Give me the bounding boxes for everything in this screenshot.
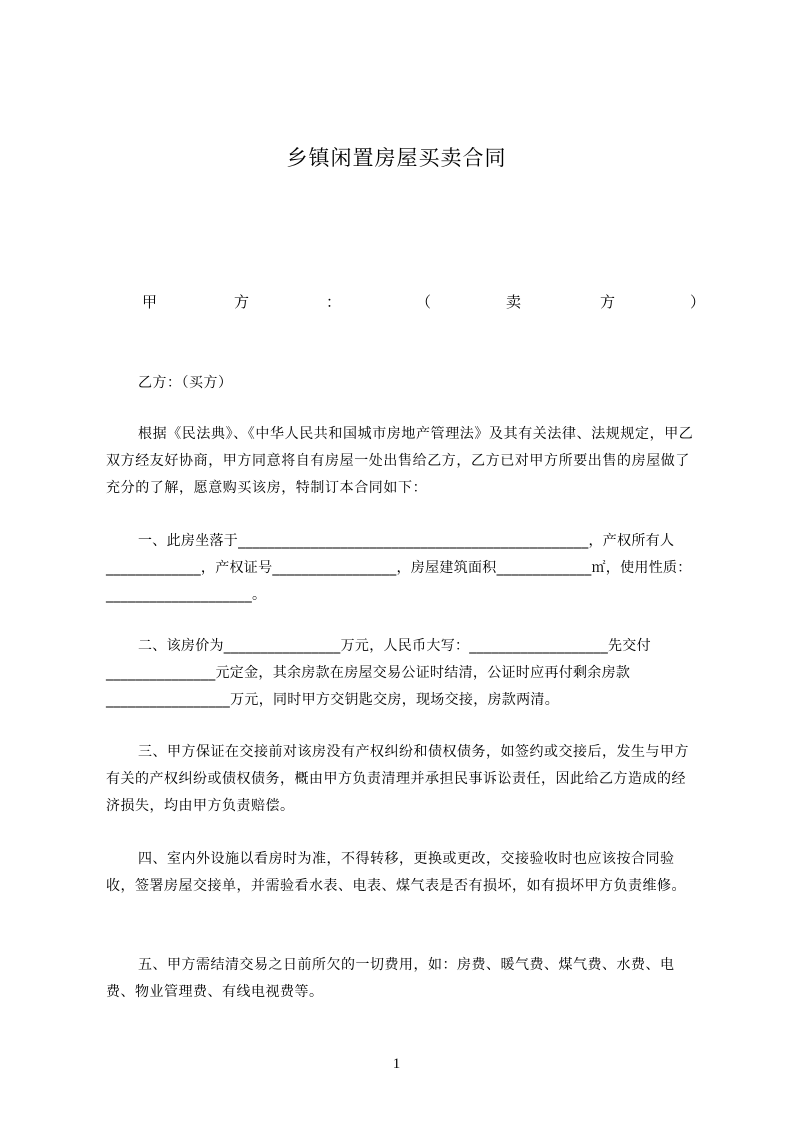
clause-2-paragraph: 二、该房价为________________万元，人民币大写：___________________先交付_______________元定金，其余房款在房屋交易公证时结清，公证时应再付剩余房款_________________万元，同时甲方交钥匙交房，现场交接，房款两清。: [106, 638, 651, 708]
party-a-char: ）: [690, 293, 706, 311]
intro-paragraph: 根据《民法典》、《中华人民共和国城市房地产管理法》及其有关法律、法规规定，甲乙双方经友好协商，甲方同意将自有房屋一处出售给乙方，乙方已对甲方所要出售的房屋做了充分的了解，愿意购买该房，特制订本合同如下：: [106, 426, 694, 496]
clause-3-paragraph: 三、甲方保证在交接前对该房没有产权纠纷和债权债务，如签约或交接后，发生与甲方有关的产权纠纷或债权债务，概由甲方负责清理并承担民事诉讼责任，因此给乙方造成的经济损失，均由甲方负责赔偿。: [106, 744, 689, 814]
party-a-char: 方: [600, 293, 616, 311]
party-a-line: [106, 291, 706, 313]
clause-4-paragraph: 四、室内外设施以看房时为准，不得转移，更换或更改，交接验收时也应该按合同验收，签署房屋交接单，并需验看水表、电表、煤气表是否有损坏，如有损坏甲方负责维修。: [106, 851, 686, 894]
party-a-char: 甲: [142, 293, 158, 311]
page-number: 1: [392, 1056, 401, 1072]
party-b-line: 乙方：（买方）: [138, 375, 233, 391]
clause-1-paragraph: 一、此房坐落于________________________________________________，产权所有人_____________，产权证号_________________，房屋建筑面积_____________㎡，使用性质：____________________。: [106, 533, 692, 603]
party-a-char: 方: [234, 293, 250, 311]
party-a-char: 卖: [506, 293, 522, 311]
contract-title: 乡镇闲置房屋买卖合同: [286, 146, 507, 170]
clause-5-paragraph: 五、甲方需结清交易之日前所欠的一切费用，如：房费、暖气费、煤气费、水费、电费、物业管理费、有线电视费等。: [106, 957, 675, 1000]
party-a-char: ：: [326, 293, 342, 311]
party-a-char: （: [416, 293, 432, 311]
